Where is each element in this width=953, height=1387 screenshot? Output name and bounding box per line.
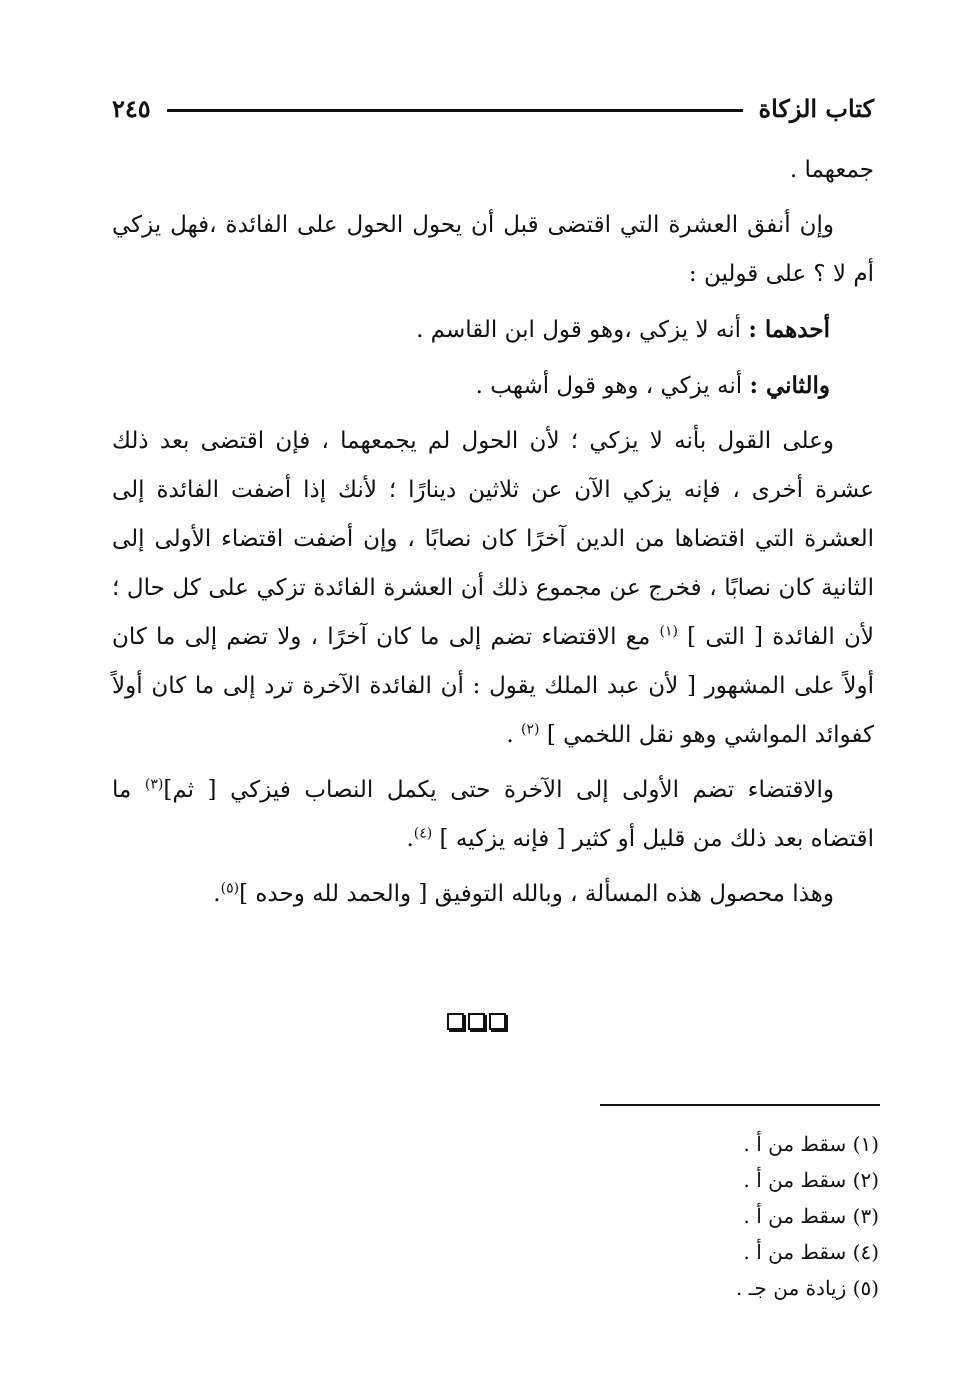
- paragraph-5-part-b: ما اقتضاه بعد ذلك من قليل أو كثير [ فإنه يزكيه ]: [112, 777, 874, 852]
- paragraph-2-text: أنه لا يزكي ،وهو قول ابن القاسم .: [416, 317, 749, 343]
- main-text: [112, 146, 874, 925]
- paragraph-2-label: أحدهما :: [748, 316, 830, 343]
- footnotes: [479, 1126, 879, 1306]
- paragraph-5-part-c: .: [406, 826, 414, 852]
- section-end-ornament: [0, 1013, 953, 1034]
- paragraph-4: [112, 417, 874, 760]
- footnote-3: (٣) سقط من أ .: [743, 1204, 879, 1228]
- footnote-2: (٢) سقط من أ .: [743, 1168, 879, 1192]
- paragraph-6: [112, 870, 874, 919]
- footnote-ref-2: (٢): [521, 721, 540, 738]
- paragraph-4-part-b: مع الاقتضاء تضم إلى ما كان آخرًا ، ولا تضم إلى ما كان أولاً على المشهور [ لأن عبد الملك يقول : أن الفائدة الآخرة ترد إلى ما كان أولاً كفوائد المواشي وهو نقل اللخمي ]: [112, 624, 874, 748]
- footnote-separator: [600, 1104, 880, 1106]
- footnote-4: (٤) سقط من أ .: [743, 1240, 879, 1264]
- paragraph-5-part-a: والاقتضاء تضم الأولى إلى الآخرة حتى يكمل النصاب فيزكي [ ثم]: [163, 777, 835, 803]
- footnote-5: (٥) زيادة من جـ .: [735, 1276, 879, 1300]
- footnote-ref-1: (١): [659, 623, 678, 640]
- paragraph-4-part-c: .: [506, 722, 522, 748]
- paragraph-5: [112, 766, 874, 864]
- footnote-1: (١) سقط من أ .: [743, 1132, 879, 1156]
- ornament-square-icon: [468, 1013, 485, 1030]
- ornament-square-icon: [489, 1013, 506, 1030]
- paragraph-6-part-a: وهذا محصول هذه المسألة ، وبالله التوفيق [ والحمد لله وحده ]: [239, 881, 834, 907]
- header-rule: [167, 109, 743, 112]
- paragraph-2: [112, 305, 874, 355]
- paragraph-4-part-a: وعلى القول بأنه لا يزكي ؛ لأن الحول لم يجمعهما ، فإن اقتضى بعد ذلك عشرة أخرى ، فإنه يزكي الآن عن ثلاثين دينارًا ؛ لأنك إذا أضفت الفائدة إلى العشرة التي اقتضاها من الدين آخرًا كان نصابًا ، وإن أضفت اقتضاء الأولى إلى الثانية كان نصابًا ، فخرج عن مجموع ذلك أن العشرة الفائدة تزكي على كل حال ؛ لأن الفائدة [ التى ]: [112, 428, 874, 650]
- page-number: ٢٤٥: [112, 93, 151, 123]
- footnote-ref-5: (٥): [220, 880, 240, 897]
- paragraph-3-label: والثاني :: [749, 372, 830, 399]
- footnote-ref-3: (٣): [144, 776, 164, 793]
- paragraph-3: [112, 361, 874, 411]
- footnote-ref-4: (٤): [413, 825, 433, 842]
- paragraph-1: وإن أنفق العشرة التي اقتضى قبل أن يحول الحول على الفائدة ،فهل يزكي أم لا ؟ على قولين :: [112, 212, 874, 287]
- paragraph-3-text: أنه يزكي ، وهو قول أشهب .: [475, 373, 750, 399]
- paragraph-0: جمعهما .: [789, 157, 874, 183]
- chapter-title: كتاب الزكاة: [758, 93, 874, 123]
- paragraph-6-part-c: .: [213, 881, 221, 907]
- ornament-square-icon: [447, 1013, 464, 1030]
- page-header: [112, 88, 874, 128]
